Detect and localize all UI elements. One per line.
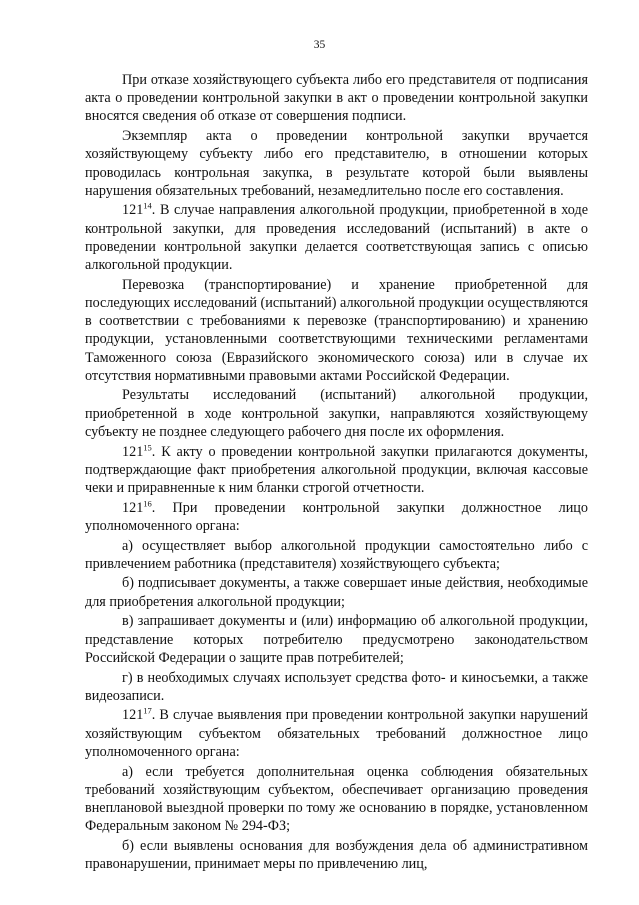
clause-number: 121 bbox=[122, 443, 144, 460]
list-item-b-offense: б) если выявлены основания для возбуждения дела об административном правонарушении, принимает меры по привлечению лиц, bbox=[85, 837, 588, 873]
list-item-b: б) подписывает документы, а также совершает иные действия, необходимые для приобретения алкогольной продукции; bbox=[85, 575, 588, 610]
clause-superscript: 15 bbox=[143, 441, 152, 452]
clause-superscript: 17 bbox=[143, 705, 152, 716]
paragraph-121-16: $121^{16}$. При проведении контрольной закупки должностное лицо уполномоченного органа: bbox=[85, 497, 588, 534]
page-number: 35 bbox=[313, 39, 326, 51]
list-item-a-inspection: а) если требуется дополнительная оценка соблюдения обязательных требований хозяйствующим субъектом, обеспечивает организацию проведения внеплановой выездной проверки по тому же основанию в порядке, установленном Федеральным законом № 294-ФЗ; bbox=[85, 763, 588, 835]
list-item-a: а) осуществляет выбор алкогольной продукции самостоятельно либо с привлечением работника (представителя) хозяйствующего субъекта; bbox=[85, 537, 588, 572]
paragraph-act-copy: Экземпляр акта о проведении контрольной закупки вручается хозяйствующему субъекту либо его представителю, в отношении которых проводилась контрольная закупка, в результате которой были выявлены нарушения обязательных требований, незамедлительно после его составления. bbox=[85, 128, 588, 199]
paragraph-test-results: Результаты исследований (испытаний) алкогольной продукции, приобретенной в ходе контрольной закупки, направляются хозяйствующему субъекту не позднее следующего рабочего дня после их оформления. bbox=[85, 387, 588, 440]
clause-number: 121 bbox=[122, 499, 144, 516]
paragraph-121-15: $121^{15}$. К акту о проведении контрольной закупки прилагаются документы, подтверждающие факт приобретения алкогольной продукции, включая кассовые чеки и приравненные к ним бланки строгой отчетности. bbox=[85, 441, 588, 496]
document-body bbox=[85, 71, 588, 875]
list-item-g: г) в необходимых случаях использует средства фото- и киносъемки, а также видеозаписи. bbox=[85, 669, 588, 704]
list-item-v: в) запрашивает документы и (или) информацию об алкогольной продукции, представление которых потребителю предусмотрено законодательством Российской Федерации о защите прав потребителей; bbox=[85, 613, 588, 666]
clause-superscript: 14 bbox=[143, 200, 152, 211]
paragraph-refusal-to-sign: При отказе хозяйствующего субъекта либо его представителя от подписания акта о проведении контрольной закупки в акт о проведении контрольной закупки вносятся сведения об отказе от совершения подписи. bbox=[85, 72, 588, 125]
paragraph-transport-storage: Перевозка (транспортирование) и хранение приобретенной для последующих исследований (испытаний) алкогольной продукции осуществляются в соответствии с требованиями к перевозке (транспортированию) и хранению продукции, установленными соответствующими техническими регламентами Таможенного союза (Евразийского экономического союза) или в случае их отсутствия нормативными правовыми актами Российской Федерации. bbox=[85, 276, 588, 384]
clause-superscript: 16 bbox=[143, 497, 152, 508]
clause-number: 121 bbox=[122, 707, 144, 724]
clause-number: 121 bbox=[122, 202, 144, 219]
paragraph-121-14: $121^{14}$. В случае направления алкогольной продукции, приобретенной в ходе контрольной закупки, для проведения исследований (испытаний) в акте о проведении контрольной закупки делается соответствующая запись с описью алкогольной продукции. bbox=[85, 200, 588, 274]
paragraph-121-17: $121^{17}$. В случае выявления при проведении контрольной закупки нарушений хозяйствующим субъектом обязательных требований должностное лицо уполномоченного органа: bbox=[85, 705, 588, 760]
